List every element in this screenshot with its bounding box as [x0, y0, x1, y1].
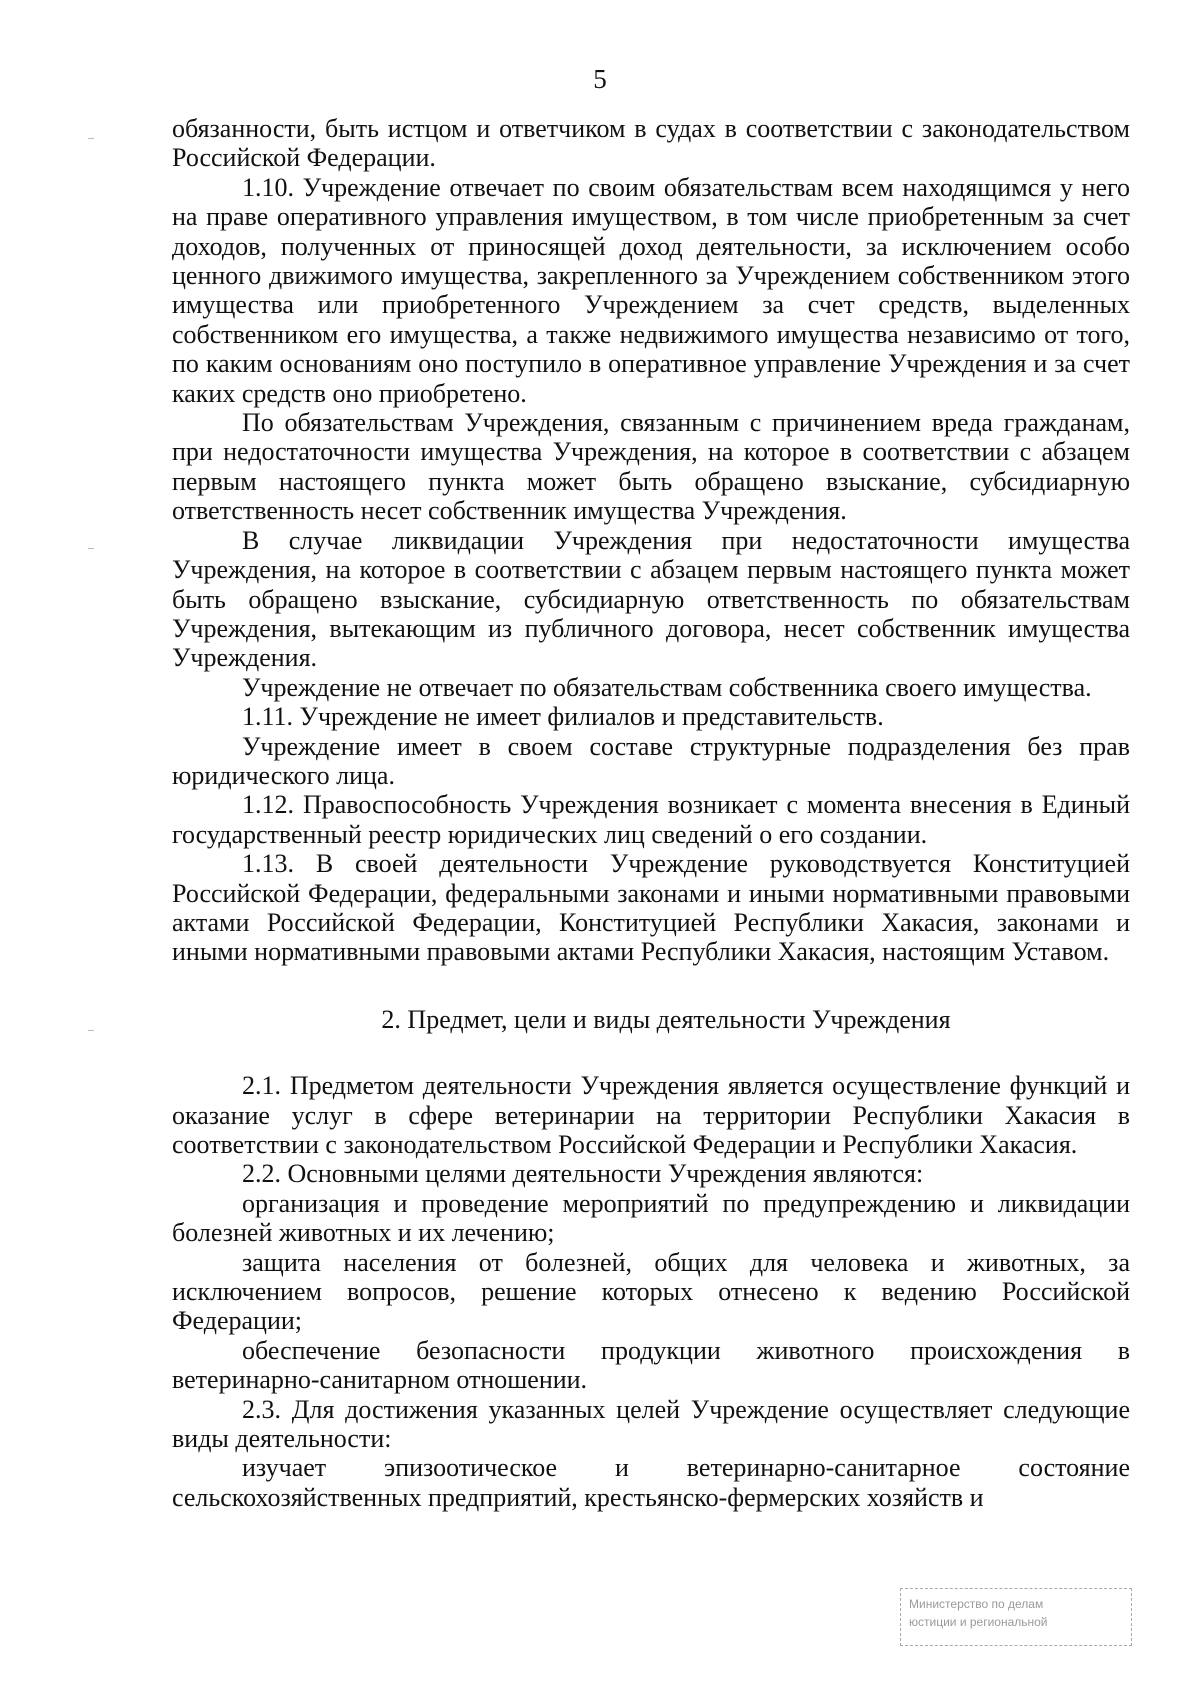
- paragraph: обязанности, быть истцом и ответчиком в судах в соответствии с законодательством Российской Федерации.: [172, 114, 1130, 173]
- paragraph: Учреждение имеет в своем составе структурные подразделения без прав юридического лица.: [172, 731, 1130, 790]
- paragraph: 1.12. Правоспособность Учреждения возникает с момента внесения в Единый государственный реестр юридических лиц сведений о его создании.: [172, 790, 1130, 849]
- scan-mark: [88, 548, 94, 549]
- document-body: [172, 114, 1130, 1512]
- registration-stamp: [900, 1588, 1132, 1646]
- paragraph: 1.11. Учреждение не имеет филиалов и представительств.: [242, 702, 884, 732]
- paragraph: Учреждение не отвечает по обязательствам собственника своего имущества.: [242, 672, 1092, 702]
- page-number: 5: [593, 64, 607, 94]
- paragraph: обеспечение безопасности продукции животного происхождения в ветеринарно-санитарном отношении.: [172, 1335, 1130, 1395]
- section-heading: 2. Предмет, цели и виды деятельности Учреждения: [381, 1004, 951, 1034]
- paragraph: В случае ликвидации Учреждения при недостаточности имущества Учреждения, на которое в соответствии с абзацем первым настоящего пункта может быть обращено взыскание, субсидиарную ответственность по обязательствам Учреждения, вытекающим из публичного договора, несет собственник имущества Учреждения.: [172, 525, 1130, 673]
- paragraph: По обязательствам Учреждения, связанным с причинением вреда гражданам, при недостаточности имущества Учреждения, на которое в соответствии с абзацем первым настоящего пункта может быть обращено взыскание, субсидиарную ответственность несет собственник имущества Учреждения.: [172, 408, 1130, 526]
- paragraph: организация и проведение мероприятий по предупреждению и ликвидации болезней животных и их лечению;: [172, 1188, 1130, 1248]
- scan-mark: [88, 138, 94, 139]
- stamp-line: юстиции и региональной: [909, 1615, 1048, 1629]
- scan-mark: [88, 1030, 94, 1031]
- paragraph: защита населения от болезней, общих для человека и животных, за исключением вопросов, решение которых отнесено к ведению Российской Федерации;: [172, 1247, 1130, 1336]
- paragraph: 1.10. Учреждение отвечает по своим обязательствам всем находящимся у него на праве оперативного управления имуществом, в том числе приобретенным за счет доходов, полученных от приносящей доход деятельности, за исключением особо ценного движимого имущества, закрепленного за Учреждением собственником этого имущества или приобретенного Учреждением за счет средств, выделенных собственником его имущества, а также недвижимого имущества независимо от того, по каким основаниям оно поступило в оперативное управление Учреждения и за счет каких средств оно приобретено.: [172, 172, 1130, 408]
- paragraph: изучает эпизоотическое и ветеринарно-санитарное состояние сельскохозяйственных предприятий, крестьянско-фермерских хозяйств и: [172, 1453, 1130, 1512]
- paragraph: 1.13. В своей деятельности Учреждение руководствуется Конституцией Российской Федерации, федеральными законами и иными нормативными правовыми актами Российской Федерации, Конституцией Республики Хакасия, законами и иными нормативными правовыми актами Республики Хакасия, настоящим Уставом.: [172, 849, 1130, 967]
- stamp-line: Министерство по делам: [909, 1597, 1044, 1611]
- paragraph: 2.1. Предметом деятельности Учреждения является осуществление функций и оказание услуг в сфере ветеринарии на территории Республики Хакасия в соответствии с законодательством Российской Федерации и Республики Хакасия.: [172, 1071, 1130, 1159]
- paragraph: 2.3. Для достижения указанных целей Учреждение осуществляет следующие виды деятельности:: [172, 1394, 1130, 1454]
- paragraph: 2.2. Основными целями деятельности Учреждения являются:: [242, 1159, 924, 1189]
